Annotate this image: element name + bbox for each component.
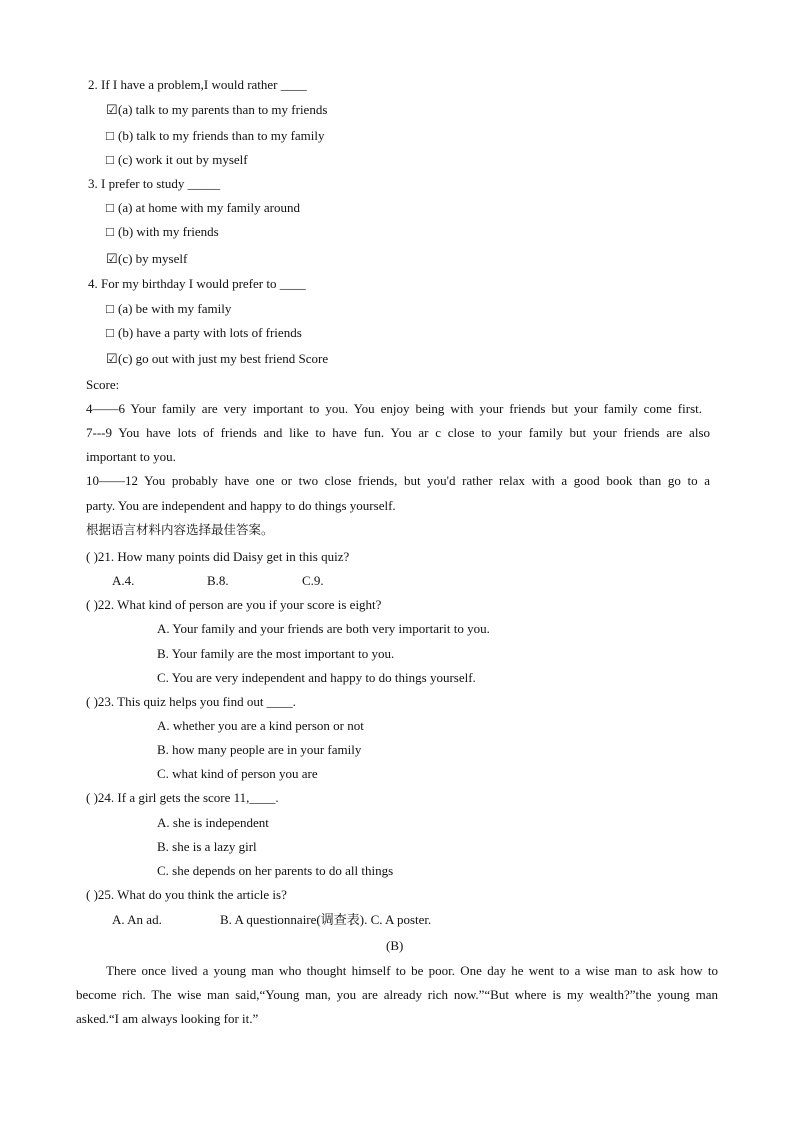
checked-box-icon: ☑ [106,102,118,117]
answer-blank[interactable]: ( ) [86,694,98,709]
checked-box-icon: ☑ [106,351,118,366]
answer-blank[interactable]: ( ) [86,549,98,564]
passage-line-2: become rich. The wise man said,“Young man, you are already rich now.”“But where is my wealth?”the young man [76,987,718,1002]
option-label: (a) be with my family [118,301,232,316]
q21-stem: 21. How many points did Daisy get in this quiz? [97,549,350,564]
q21-option-a: A.4. [112,573,135,588]
q4-option-a[interactable] [106,301,231,317]
empty-box-icon: □ [106,301,114,316]
option-label: (b) with my friends [118,224,219,239]
q23 [86,694,296,710]
q24-option-c: C. she depends on her parents to do all things [157,863,394,878]
q4-option-c[interactable] [106,351,328,367]
empty-box-icon: □ [106,128,114,143]
passage-line-1: There once lived a young man who thought himself to be poor. One day he went to a wise man to ask how to [106,963,718,978]
score-heading: Score: [86,377,120,392]
question-4-stem: 4. For my birthday I would prefer to ____ [88,276,306,291]
q22-option-a: A. Your family and your friends are both very importarit to you. [157,621,490,636]
q4-option-b[interactable] [106,325,302,341]
q3-option-b[interactable] [106,224,219,240]
q24-option-a: A. she is independent [157,815,269,830]
option-label: (c) go out with just my best friend Score [118,351,329,366]
q23-option-a: A. whether you are a kind person or not [157,718,364,733]
q2-option-b[interactable] [106,128,325,144]
q25-option-b-c: B. A questionnaire(调查表). C. A poster. [220,912,432,927]
q25-stem: 25. What do you think the article is? [97,887,287,902]
q22-option-b: B. Your family are the most important to you. [157,646,395,661]
q24-option-b: B. she is a lazy girl [157,839,257,854]
checked-box-icon: ☑ [106,251,118,266]
q22 [86,597,381,613]
q3-option-a[interactable] [106,200,300,216]
passage-line-3: asked.“I am always looking for it.” [76,1011,259,1026]
option-label: (c) work it out by myself [118,152,248,167]
answer-blank[interactable]: ( ) [86,790,98,805]
option-label: (c) by myself [118,251,188,266]
score-range-3-line-1: 10——12 You probably have one or two close friends, but you'd rather relax with a good book than go to a [86,473,710,488]
instruction-text: 根据语言材料内容选择最佳答案。 [86,522,274,537]
question-2-stem: 2. If I have a problem,I would rather ____ [88,77,307,92]
q21-option-b: B.8. [207,573,229,588]
answer-blank[interactable]: ( ) [86,887,98,902]
empty-box-icon: □ [106,325,114,340]
q21-option-c: C.9. [302,573,324,588]
q23-option-c: C. what kind of person you are [157,766,318,781]
q23-option-b: B. how many people are in your family [157,742,362,757]
q24 [86,790,279,806]
q2-option-a[interactable] [106,102,327,118]
q25-option-a: A. An ad. [112,912,162,927]
q21 [86,549,349,565]
q23-stem: 23. This quiz helps you find out ____. [97,694,296,709]
score-range-2-line-2: important to you. [86,449,176,464]
option-label: (a) talk to my parents than to my friends [118,102,328,117]
q2-option-c[interactable] [106,152,248,168]
q22-option-c: C. You are very independent and happy to do things yourself. [157,670,476,685]
score-range-1: 4——6 Your family are very important to you. You enjoy being with your friends but your family come first. [86,401,702,416]
option-label: (b) talk to my friends than to my family [118,128,325,143]
q25 [86,887,287,903]
q3-option-c[interactable] [106,251,187,267]
option-label: (a) at home with my family around [118,200,300,215]
question-3-stem: 3. I prefer to study _____ [88,176,221,191]
q24-stem: 24. If a girl gets the score 11,____. [97,790,279,805]
empty-box-icon: □ [106,224,114,239]
q22-stem: 22. What kind of person are you if your score is eight? [97,597,382,612]
option-label: (b) have a party with lots of friends [118,325,302,340]
empty-box-icon: □ [106,152,114,167]
score-range-3-line-2: party. You are independent and happy to do things yourself. [86,498,396,513]
section-b-label: (B) [386,938,404,953]
score-range-2-line-1: 7---9 You have lots of friends and like to have fun. You ar c close to your family but your friends are also [86,425,710,440]
empty-box-icon: □ [106,200,114,215]
answer-blank[interactable]: ( ) [86,597,98,612]
